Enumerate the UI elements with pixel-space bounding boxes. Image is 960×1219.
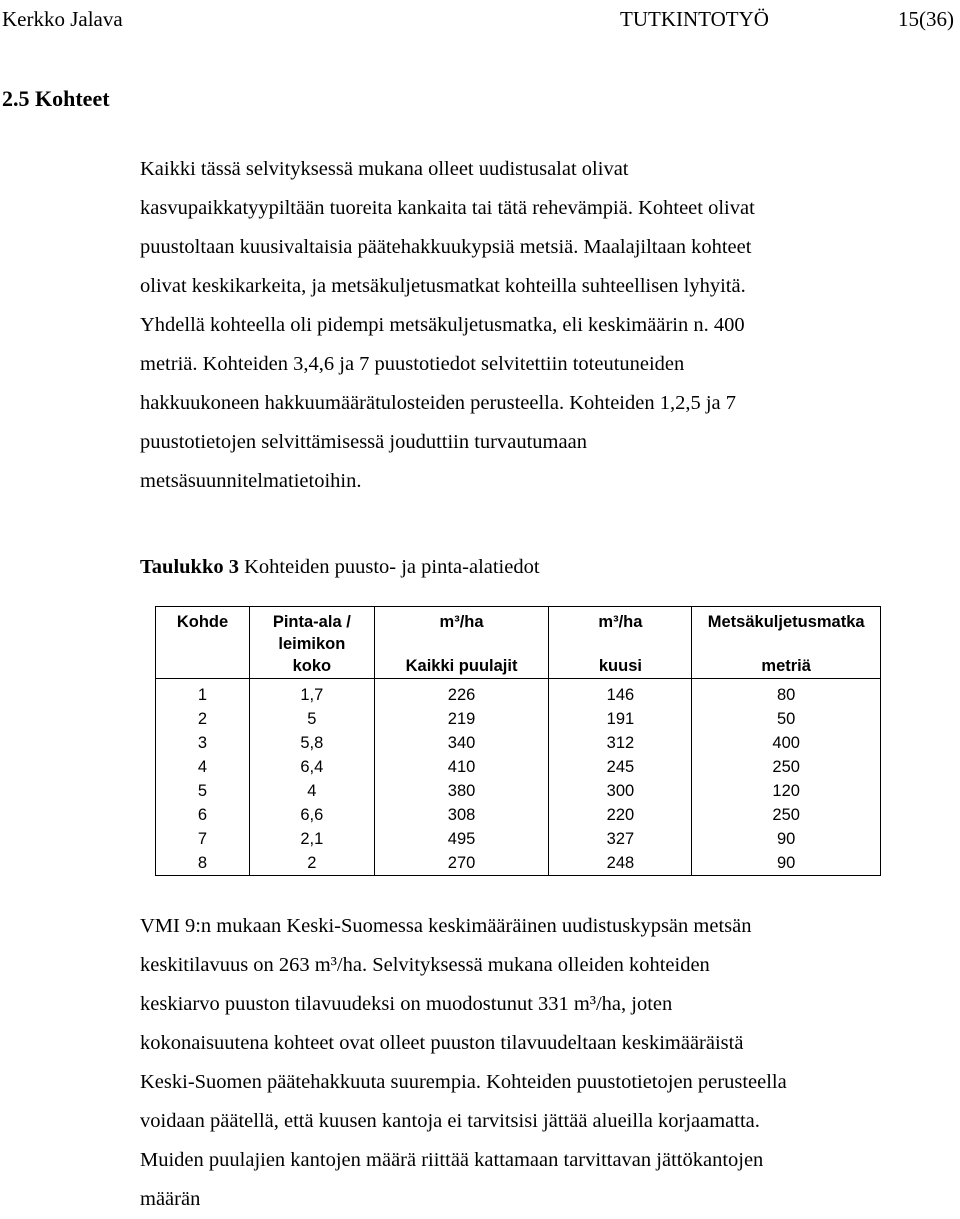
header-document-type: TUTKINTOTYÖ <box>620 7 769 31</box>
subheader-forwarding-distance: metriä <box>692 655 881 679</box>
table-caption <box>140 552 540 582</box>
paragraph-line: kasvupaikkatyypiltään tuoreita kankaita tai tätä rehevämpiä. Kohteet olivat <box>140 197 755 219</box>
paragraph-line: hakkuukoneen hakkuumäärätulosteiden perusteella. Kohteiden 1,2,5 ja 7 <box>140 392 737 414</box>
cell-volume-spruce: 146 <box>549 679 692 708</box>
subheader-volume-spruce: kuusi <box>549 655 692 679</box>
paragraph-line: keskitilavuus on 263 m³/ha. Selvityksessä mukana olleiden kohteiden <box>140 954 710 976</box>
cell-volume-all: 226 <box>374 679 549 708</box>
paragraph-line: puustotietojen selvittämisessä jouduttiin turvautumaan <box>140 431 587 453</box>
cell-forwarding-distance: 120 <box>692 779 881 803</box>
header-kohde: Kohde <box>156 607 250 656</box>
table-row <box>156 731 881 755</box>
cell-pinta-ala: 4 <box>250 779 375 803</box>
cell-pinta-ala: 6,4 <box>250 755 375 779</box>
section-title: 2.5 Kohteet <box>2 86 110 111</box>
intro-paragraph <box>140 150 940 501</box>
page-header <box>0 4 960 34</box>
cell-volume-spruce: 248 <box>549 851 692 876</box>
header-volume-all: m³/ha <box>374 607 549 656</box>
paragraph-line: metriä. Kohteiden 3,4,6 ja 7 puustotiedot selvitettiin toteutuneiden <box>140 353 685 375</box>
cell-forwarding-distance: 90 <box>692 851 881 876</box>
cell-volume-all: 308 <box>374 803 549 827</box>
cell-pinta-ala: 5,8 <box>250 731 375 755</box>
cell-pinta-ala: 5 <box>250 707 375 731</box>
cell-pinta-ala: 6,6 <box>250 803 375 827</box>
paragraph-line: Kaikki tässä selvityksessä mukana olleet uudistusalat olivat <box>140 158 629 180</box>
table-row <box>156 851 881 876</box>
table-row <box>156 707 881 731</box>
table-caption-text: Kohteiden puusto- ja pinta-alatiedot <box>238 556 540 578</box>
cell-volume-all: 410 <box>374 755 549 779</box>
cell-pinta-ala: 1,7 <box>250 679 375 708</box>
paragraph-line: keskiarvo puuston tilavuudeksi on muodostunut 331 m³/ha, joten <box>140 993 673 1015</box>
cell-kohde: 1 <box>156 679 250 708</box>
header-page-number: 15(36) <box>898 7 954 31</box>
cell-kohde: 2 <box>156 707 250 731</box>
cell-volume-all: 495 <box>374 827 549 851</box>
table-row <box>156 827 881 851</box>
header-forwarding-distance: Metsäkuljetusmatka <box>692 607 881 656</box>
cell-kohde: 6 <box>156 803 250 827</box>
table-row <box>156 679 881 708</box>
cell-kohde: 8 <box>156 851 250 876</box>
table-header-subrow <box>156 655 881 679</box>
paragraph-line: Keski-Suomen päätehakkuuta suurempia. Kohteiden puustotietojen perusteella <box>140 1071 787 1093</box>
cell-pinta-ala: 2 <box>250 851 375 876</box>
cell-forwarding-distance: 90 <box>692 827 881 851</box>
cell-volume-all: 219 <box>374 707 549 731</box>
header-pinta-ala: Pinta-ala / leimikon <box>250 607 375 656</box>
cell-forwarding-distance: 50 <box>692 707 881 731</box>
cell-volume-spruce: 300 <box>549 779 692 803</box>
cell-kohde: 4 <box>156 755 250 779</box>
table-row <box>156 755 881 779</box>
cell-volume-spruce: 312 <box>549 731 692 755</box>
cell-volume-spruce: 245 <box>549 755 692 779</box>
paragraph-line: metsäsuunnitelmatietoihin. <box>140 470 362 492</box>
cell-volume-all: 340 <box>374 731 549 755</box>
cell-volume-spruce: 327 <box>549 827 692 851</box>
cell-kohde: 5 <box>156 779 250 803</box>
subheader-pinta-ala: koko <box>250 655 375 679</box>
table-header-row <box>156 607 881 656</box>
paragraph-line: olivat keskikarkeita, ja metsäkuljetusmatkat kohteilla suhteellisen lyhyitä. <box>140 275 746 297</box>
paragraph-line: määrän <box>140 1188 201 1210</box>
table-row <box>156 779 881 803</box>
cell-forwarding-distance: 250 <box>692 755 881 779</box>
paragraph-line: puustoltaan kuusivaltaisia päätehakkuukypsiä metsiä. Maalajiltaan kohteet <box>140 236 752 258</box>
paragraph-line: Yhdellä kohteella oli pidempi metsäkuljetusmatka, eli keskimäärin n. 400 <box>140 314 745 336</box>
closing-paragraph <box>140 907 940 1219</box>
cell-pinta-ala: 2,1 <box>250 827 375 851</box>
cell-forwarding-distance: 250 <box>692 803 881 827</box>
cell-volume-all: 380 <box>374 779 549 803</box>
paragraph-line: Muiden puulajien kantojen määrä riittää kattamaan tarvittavan jättökantojen <box>140 1149 764 1171</box>
subheader-volume-all: Kaikki puulajit <box>374 655 549 679</box>
cell-kohde: 7 <box>156 827 250 851</box>
subheader-kohde <box>156 655 250 679</box>
paragraph-line: kokonaisuutena kohteet ovat olleet puuston tilavuudeltaan keskimääräistä <box>140 1032 744 1054</box>
cell-forwarding-distance: 400 <box>692 731 881 755</box>
paragraph-line: VMI 9:n mukaan Keski-Suomessa keskimääräinen uudistuskypsän metsän <box>140 915 752 937</box>
header-author: Kerkko Jalava <box>2 7 123 31</box>
cell-volume-spruce: 191 <box>549 707 692 731</box>
paragraph-line: voidaan päätellä, että kuusen kantoja ei tarvitsisi jättää alueilla korjaamatta. <box>140 1110 760 1132</box>
table-caption-label: Taulukko 3 <box>140 556 239 578</box>
cell-forwarding-distance: 80 <box>692 679 881 708</box>
header-volume-spruce: m³/ha <box>549 607 692 656</box>
cell-volume-spruce: 220 <box>549 803 692 827</box>
cell-volume-all: 270 <box>374 851 549 876</box>
cell-kohde: 3 <box>156 731 250 755</box>
table-row <box>156 803 881 827</box>
site-data-table <box>155 606 881 876</box>
